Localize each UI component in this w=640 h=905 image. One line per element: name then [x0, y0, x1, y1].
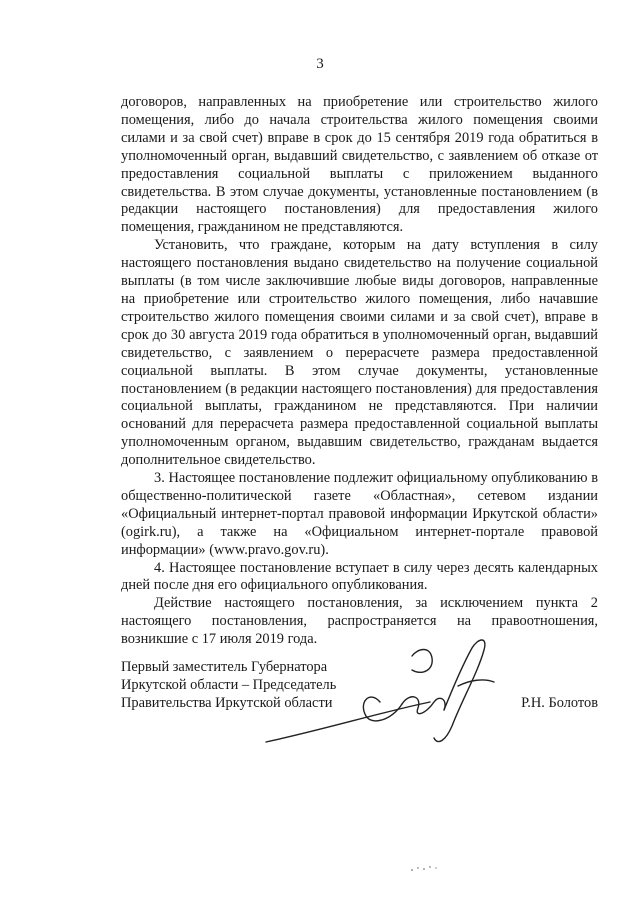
signer-title-line: Первый заместитель Губернатора — [121, 659, 328, 675]
signer-title-line: Правительства Иркутской области — [121, 695, 333, 711]
paragraph-publication: 3. Настоящее постановление подлежит официальному опубликованию в общественно-политической газете «Областная», сетевом издании «Официальный интернет-портал правовой информации Иркутской области» (ogirk.ru), а также на «Официальном интернет-портале правовой информации» (www.pravo.gov.ru). — [121, 470, 598, 558]
scan-marks — [408, 860, 448, 874]
paragraph-retroactive-effect: Действие настоящего постановления, за исключением пункта 2 настоящего постановления, распространяется на правоотношения, возникшие с 17 июля 2019 года. — [121, 595, 598, 648]
paragraph-continuation: договоров, направленных на приобретение или строительство жилого помещения, либо до начала строительства жилого помещения своими силами и за свой счет) вправе в срок до 15 сентября 2019 года обратиться в уполномоченный орган, выдавший свидетельство, с заявлением об отказе от предоставления социальной выплаты с приложением выданного свидетельства. В этом случае документы, установленные постановлением (в редакции настоящего постановления) для предоставления жилого помещения, гражданином не представляются. — [121, 94, 598, 236]
handwritten-signature — [262, 630, 502, 750]
signer-name: Р.Н. Болотов — [521, 695, 598, 711]
document-body — [121, 94, 598, 649]
paragraph-entry-into-force: 4. Настоящее постановление вступает в силу через десять календарных дней после дня его официального опубликования. — [121, 559, 598, 594]
page-number: 3 — [316, 56, 324, 72]
paragraph-recalculation: Установить, что граждане, которым на дату вступления в силу настоящего постановления выдано свидетельство на получение социальной выплаты (в том числе заключившие любые виды договоров, направленные на приобретение или строительство жилого помещения, либо начавшие строительство жилого помещения своими силами и за свой счет), вправе в срок до 30 августа 2019 года обратиться в уполномоченный орган, выдавший свидетельство, с заявлением о перерасчете размера предоставленной социальной выплаты. В этом случае документы, установленные постановлением (в редакции настоящего постановления) для предоставления социальной выплаты, гражданином не представляются. При наличии оснований для перерасчета размера предоставленной социальной выплаты уполномоченным органом, выдавшим свидетельство, гражданам выдается дополнительное свидетельство. — [121, 237, 598, 469]
signer-title-line: Иркутской области – Председатель — [121, 677, 337, 693]
